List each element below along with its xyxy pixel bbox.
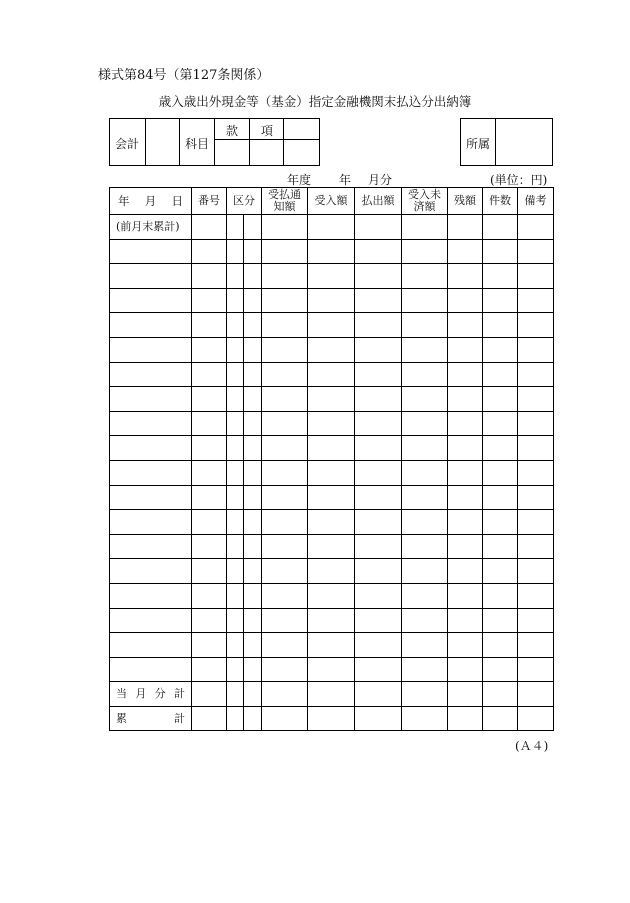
table-cell[interactable] xyxy=(402,608,448,633)
table-row-carryover xyxy=(110,215,554,240)
table-cell[interactable] xyxy=(110,633,192,658)
table-header-row xyxy=(110,188,554,215)
table-cell[interactable] xyxy=(483,460,518,485)
table-cell[interactable] xyxy=(448,460,483,485)
table-cell[interactable] xyxy=(308,583,355,608)
table-cell[interactable] xyxy=(355,706,402,731)
table-cell[interactable] xyxy=(110,288,192,313)
table-cell[interactable] xyxy=(483,485,518,510)
table-cell[interactable] xyxy=(308,313,355,338)
table-cell[interactable] xyxy=(110,657,192,682)
table-cell[interactable] xyxy=(227,337,244,362)
table-cell[interactable] xyxy=(227,583,244,608)
table-cell[interactable] xyxy=(244,510,262,535)
table-cell[interactable] xyxy=(355,215,402,240)
table-cell[interactable] xyxy=(402,682,448,707)
kamoku-label: 科目 xyxy=(185,137,210,151)
form-number: 様式第84号（第127条関係） xyxy=(98,68,270,83)
table-cell[interactable] xyxy=(518,608,554,633)
table-cell[interactable] xyxy=(518,264,554,289)
table-cell[interactable] xyxy=(355,682,402,707)
table-cell[interactable] xyxy=(483,337,518,362)
tsukibun-label: 月分 xyxy=(368,173,393,187)
table-cell[interactable] xyxy=(244,682,262,707)
table-row xyxy=(110,485,554,510)
table-cell[interactable] xyxy=(308,264,355,289)
table-cell[interactable] xyxy=(483,313,518,338)
table-cell[interactable] xyxy=(244,313,262,338)
table-cell[interactable] xyxy=(227,682,244,707)
ukeharai-header-line2: 知額 xyxy=(273,200,296,213)
table-cell[interactable] xyxy=(192,337,227,362)
table-cell[interactable] xyxy=(308,387,355,412)
table-row xyxy=(110,657,554,682)
table-cell[interactable] xyxy=(518,706,554,731)
monthly-total-char: 月 xyxy=(135,687,147,701)
table-cell[interactable] xyxy=(402,313,448,338)
table-cell[interactable] xyxy=(110,436,192,461)
table-cell[interactable] xyxy=(483,534,518,559)
month-header: 月 xyxy=(144,193,157,208)
table-cell[interactable] xyxy=(262,460,308,485)
ukeharai-header-line1: 受払通 xyxy=(268,188,301,202)
unit-label: (単位：円) xyxy=(490,173,548,187)
table-cell[interactable] xyxy=(262,436,308,461)
table-cell[interactable] xyxy=(483,436,518,461)
table-cell[interactable] xyxy=(262,215,308,240)
table-cell[interactable] xyxy=(244,264,262,289)
table-cell[interactable] xyxy=(402,337,448,362)
table-cell[interactable] xyxy=(448,559,483,584)
table-cell[interactable] xyxy=(483,682,518,707)
table-cell[interactable] xyxy=(192,387,227,412)
table-cell[interactable] xyxy=(192,436,227,461)
table-cell[interactable] xyxy=(355,510,402,535)
table-cell[interactable] xyxy=(192,239,227,264)
table-cell[interactable] xyxy=(192,362,227,387)
table-cell[interactable] xyxy=(244,706,262,731)
table-cell[interactable] xyxy=(244,657,262,682)
table-cell[interactable] xyxy=(355,239,402,264)
table-cell[interactable] xyxy=(110,534,192,559)
table-cell[interactable] xyxy=(262,288,308,313)
table-cell[interactable] xyxy=(355,288,402,313)
table-cell[interactable] xyxy=(227,485,244,510)
table-cell[interactable] xyxy=(227,288,244,313)
table-cell[interactable] xyxy=(227,460,244,485)
table-cell[interactable] xyxy=(192,682,227,707)
table-cell[interactable] xyxy=(518,215,554,240)
table-cell[interactable] xyxy=(308,559,355,584)
bangou-header: 番号 xyxy=(192,188,227,215)
ledger-title: 歳入歳出外現金等（基金）指定金融機関末払込分出納簿 xyxy=(158,94,472,109)
table-cell[interactable] xyxy=(448,682,483,707)
table-cell[interactable] xyxy=(518,337,554,362)
table-cell[interactable] xyxy=(227,387,244,412)
table-cell[interactable] xyxy=(355,485,402,510)
table-cell[interactable] xyxy=(110,583,192,608)
table-row xyxy=(110,510,554,535)
table-cell[interactable] xyxy=(448,608,483,633)
table-cell[interactable] xyxy=(308,337,355,362)
table-cell[interactable] xyxy=(110,313,192,338)
table-row-monthly-total xyxy=(110,682,554,707)
table-row xyxy=(110,583,554,608)
table-cell[interactable] xyxy=(308,362,355,387)
haraidashi-header: 払出額 xyxy=(355,188,402,215)
table-cell[interactable] xyxy=(308,288,355,313)
table-cell[interactable] xyxy=(227,559,244,584)
shozoku-label: 所属 xyxy=(466,137,491,151)
table-row xyxy=(110,313,554,338)
table-cell[interactable] xyxy=(244,534,262,559)
table-cell[interactable] xyxy=(262,682,308,707)
table-cell[interactable] xyxy=(110,411,192,436)
table-cell[interactable] xyxy=(192,264,227,289)
table-cell[interactable] xyxy=(192,460,227,485)
table-cell[interactable] xyxy=(262,337,308,362)
table-cell[interactable] xyxy=(244,436,262,461)
table-row-cumulative-total xyxy=(110,706,554,731)
table-cell[interactable] xyxy=(110,510,192,535)
nen-label: 年 xyxy=(339,173,352,187)
table-cell[interactable] xyxy=(308,510,355,535)
table-cell[interactable] xyxy=(448,362,483,387)
table-cell[interactable] xyxy=(308,682,355,707)
table-cell[interactable] xyxy=(402,657,448,682)
table-cell[interactable] xyxy=(308,657,355,682)
table-cell[interactable] xyxy=(483,411,518,436)
table-cell[interactable] xyxy=(110,362,192,387)
cumulative-total-char: 計 xyxy=(174,711,185,725)
table-cell[interactable] xyxy=(402,559,448,584)
table-cell[interactable] xyxy=(262,264,308,289)
table-cell[interactable] xyxy=(192,633,227,658)
table-cell[interactable] xyxy=(262,510,308,535)
table-cell[interactable] xyxy=(244,337,262,362)
table-cell[interactable] xyxy=(355,362,402,387)
table-cell[interactable] xyxy=(483,215,518,240)
table-cell[interactable] xyxy=(110,264,192,289)
table-cell[interactable] xyxy=(244,239,262,264)
kan-label: 款 xyxy=(226,124,239,138)
table-cell[interactable] xyxy=(227,264,244,289)
table-row xyxy=(110,264,554,289)
table-cell[interactable] xyxy=(192,510,227,535)
table-row xyxy=(110,411,554,436)
mizumi-header-line2: 済額 xyxy=(413,200,436,213)
table-cell[interactable] xyxy=(483,264,518,289)
table-cell[interactable] xyxy=(402,583,448,608)
table-cell[interactable] xyxy=(244,460,262,485)
table-cell[interactable] xyxy=(483,706,518,731)
nendo-label: 年度 xyxy=(287,173,312,187)
table-cell[interactable] xyxy=(355,387,402,412)
table-cell[interactable] xyxy=(244,583,262,608)
table-cell[interactable] xyxy=(308,436,355,461)
table-cell[interactable] xyxy=(402,436,448,461)
table-cell[interactable] xyxy=(518,485,554,510)
table-cell[interactable] xyxy=(448,583,483,608)
monthly-total-char: 当 xyxy=(116,687,127,701)
table-cell[interactable] xyxy=(518,633,554,658)
table-cell[interactable] xyxy=(110,387,192,412)
table-cell[interactable] xyxy=(227,362,244,387)
cumulative-total-char: 累 xyxy=(116,711,127,725)
table-row xyxy=(110,460,554,485)
table-cell[interactable] xyxy=(244,485,262,510)
cumulative-total-label xyxy=(110,706,192,731)
table-cell[interactable] xyxy=(518,510,554,535)
table-cell[interactable] xyxy=(518,362,554,387)
table-cell[interactable] xyxy=(192,313,227,338)
table-cell[interactable] xyxy=(518,313,554,338)
kubun-header: 区分 xyxy=(227,188,262,215)
ukeharai-header xyxy=(262,188,308,215)
table-cell[interactable] xyxy=(227,534,244,559)
table-cell[interactable] xyxy=(402,387,448,412)
table-cell[interactable] xyxy=(483,583,518,608)
table-cell[interactable] xyxy=(402,215,448,240)
table-cell[interactable] xyxy=(448,657,483,682)
table-cell[interactable] xyxy=(448,534,483,559)
table-cell[interactable] xyxy=(110,239,192,264)
table-cell[interactable] xyxy=(355,657,402,682)
mizumi-header-line1: 受入未 xyxy=(408,188,441,202)
table-cell[interactable] xyxy=(244,288,262,313)
table-cell[interactable] xyxy=(262,633,308,658)
table-cell[interactable] xyxy=(518,436,554,461)
table-cell[interactable] xyxy=(402,411,448,436)
table-cell[interactable] xyxy=(192,706,227,731)
date-header xyxy=(110,188,192,215)
table-cell[interactable] xyxy=(110,485,192,510)
table-cell[interactable] xyxy=(192,534,227,559)
table-cell[interactable] xyxy=(308,460,355,485)
table-cell[interactable] xyxy=(448,633,483,658)
table-cell[interactable] xyxy=(448,485,483,510)
table-cell[interactable] xyxy=(402,239,448,264)
table-cell[interactable] xyxy=(262,608,308,633)
table-cell[interactable] xyxy=(518,583,554,608)
table-cell[interactable] xyxy=(448,387,483,412)
table-row xyxy=(110,633,554,658)
ledger-table xyxy=(109,187,554,731)
table-cell[interactable] xyxy=(227,608,244,633)
table-cell[interactable] xyxy=(244,215,262,240)
table-cell[interactable] xyxy=(110,337,192,362)
table-cell[interactable] xyxy=(110,460,192,485)
table-cell[interactable] xyxy=(402,264,448,289)
table-cell[interactable] xyxy=(227,313,244,338)
table-cell[interactable] xyxy=(244,362,262,387)
table-cell[interactable] xyxy=(448,436,483,461)
table-row xyxy=(110,288,554,313)
table-cell[interactable] xyxy=(402,288,448,313)
table-cell[interactable] xyxy=(518,239,554,264)
table-cell[interactable] xyxy=(355,460,402,485)
table-cell[interactable] xyxy=(483,633,518,658)
table-cell[interactable] xyxy=(518,559,554,584)
table-cell[interactable] xyxy=(355,633,402,658)
table-cell[interactable] xyxy=(227,633,244,658)
carryover-label: (前月末累計) xyxy=(110,215,192,240)
monthly-total-label xyxy=(110,682,192,707)
table-row xyxy=(110,239,554,264)
table-row xyxy=(110,387,554,412)
table-cell[interactable] xyxy=(518,657,554,682)
table-cell[interactable] xyxy=(244,633,262,658)
table-cell[interactable] xyxy=(244,411,262,436)
table-cell[interactable] xyxy=(402,460,448,485)
table-cell[interactable] xyxy=(308,485,355,510)
table-cell[interactable] xyxy=(192,215,227,240)
table-cell[interactable] xyxy=(518,460,554,485)
table-cell[interactable] xyxy=(227,239,244,264)
table-cell[interactable] xyxy=(402,706,448,731)
table-cell[interactable] xyxy=(483,657,518,682)
table-cell[interactable] xyxy=(355,264,402,289)
table-cell[interactable] xyxy=(518,534,554,559)
table-row xyxy=(110,534,554,559)
table-cell[interactable] xyxy=(308,608,355,633)
table-cell[interactable] xyxy=(192,608,227,633)
table-cell[interactable] xyxy=(227,436,244,461)
table-cell[interactable] xyxy=(308,215,355,240)
table-row xyxy=(110,337,554,362)
table-cell[interactable] xyxy=(262,362,308,387)
table-row xyxy=(110,608,554,633)
table-cell[interactable] xyxy=(402,485,448,510)
kaikei-label: 会計 xyxy=(115,137,140,151)
table-cell[interactable] xyxy=(483,288,518,313)
table-cell[interactable] xyxy=(227,411,244,436)
table-cell[interactable] xyxy=(355,534,402,559)
table-cell[interactable] xyxy=(227,657,244,682)
table-cell[interactable] xyxy=(483,239,518,264)
table-cell[interactable] xyxy=(355,559,402,584)
table-cell[interactable] xyxy=(262,411,308,436)
day-header: 日 xyxy=(171,193,183,208)
table-cell[interactable] xyxy=(518,411,554,436)
ukeire-header: 受入額 xyxy=(308,188,355,215)
table-cell[interactable] xyxy=(448,510,483,535)
table-cell[interactable] xyxy=(355,583,402,608)
table-cell[interactable] xyxy=(448,239,483,264)
table-cell[interactable] xyxy=(262,387,308,412)
table-cell[interactable] xyxy=(402,510,448,535)
mizumi-header xyxy=(402,188,448,215)
table-cell[interactable] xyxy=(448,215,483,240)
table-cell[interactable] xyxy=(402,534,448,559)
table-cell[interactable] xyxy=(355,313,402,338)
table-cell[interactable] xyxy=(262,313,308,338)
table-cell[interactable] xyxy=(448,264,483,289)
table-cell[interactable] xyxy=(308,633,355,658)
table-cell[interactable] xyxy=(262,559,308,584)
table-cell[interactable] xyxy=(483,387,518,412)
table-cell[interactable] xyxy=(192,559,227,584)
table-cell[interactable] xyxy=(227,215,244,240)
table-cell[interactable] xyxy=(402,633,448,658)
table-cell[interactable] xyxy=(244,608,262,633)
table-cell[interactable] xyxy=(262,239,308,264)
paper-size-label: (Ａ４) xyxy=(515,739,549,753)
table-cell[interactable] xyxy=(448,337,483,362)
table-cell[interactable] xyxy=(227,706,244,731)
table-cell[interactable] xyxy=(308,534,355,559)
zandaka-header: 残額 xyxy=(448,188,483,215)
table-cell[interactable] xyxy=(262,534,308,559)
monthly-total-char: 計 xyxy=(173,687,185,701)
table-cell[interactable] xyxy=(244,559,262,584)
table-cell[interactable] xyxy=(192,288,227,313)
table-cell[interactable] xyxy=(262,583,308,608)
table-cell[interactable] xyxy=(262,485,308,510)
table-cell[interactable] xyxy=(448,706,483,731)
kou-label: 項 xyxy=(261,124,274,138)
table-cell[interactable] xyxy=(355,411,402,436)
table-cell[interactable] xyxy=(483,362,518,387)
table-cell[interactable] xyxy=(483,510,518,535)
table-cell[interactable] xyxy=(448,313,483,338)
table-cell[interactable] xyxy=(355,436,402,461)
table-cell[interactable] xyxy=(355,608,402,633)
bikou-header: 備考 xyxy=(518,188,554,215)
year-header: 年 xyxy=(118,193,130,208)
table-cell[interactable] xyxy=(448,411,483,436)
table-cell[interactable] xyxy=(402,362,448,387)
table-cell[interactable] xyxy=(308,706,355,731)
table-cell[interactable] xyxy=(262,657,308,682)
kensuu-header: 件数 xyxy=(483,188,518,215)
table-row xyxy=(110,559,554,584)
table-cell[interactable] xyxy=(192,583,227,608)
table-cell[interactable] xyxy=(518,288,554,313)
table-cell[interactable] xyxy=(227,510,244,535)
table-cell[interactable] xyxy=(518,682,554,707)
table-cell[interactable] xyxy=(355,337,402,362)
table-row xyxy=(110,436,554,461)
table-cell[interactable] xyxy=(110,608,192,633)
table-cell[interactable] xyxy=(244,387,262,412)
table-cell[interactable] xyxy=(308,411,355,436)
table-cell[interactable] xyxy=(192,485,227,510)
table-cell[interactable] xyxy=(483,608,518,633)
table-cell[interactable] xyxy=(518,387,554,412)
table-cell[interactable] xyxy=(308,239,355,264)
table-row xyxy=(110,362,554,387)
table-cell[interactable] xyxy=(262,706,308,731)
monthly-total-char: 分 xyxy=(154,687,166,701)
table-cell[interactable] xyxy=(110,559,192,584)
table-cell[interactable] xyxy=(192,657,227,682)
table-cell[interactable] xyxy=(192,411,227,436)
table-cell[interactable] xyxy=(448,288,483,313)
table-cell[interactable] xyxy=(483,559,518,584)
